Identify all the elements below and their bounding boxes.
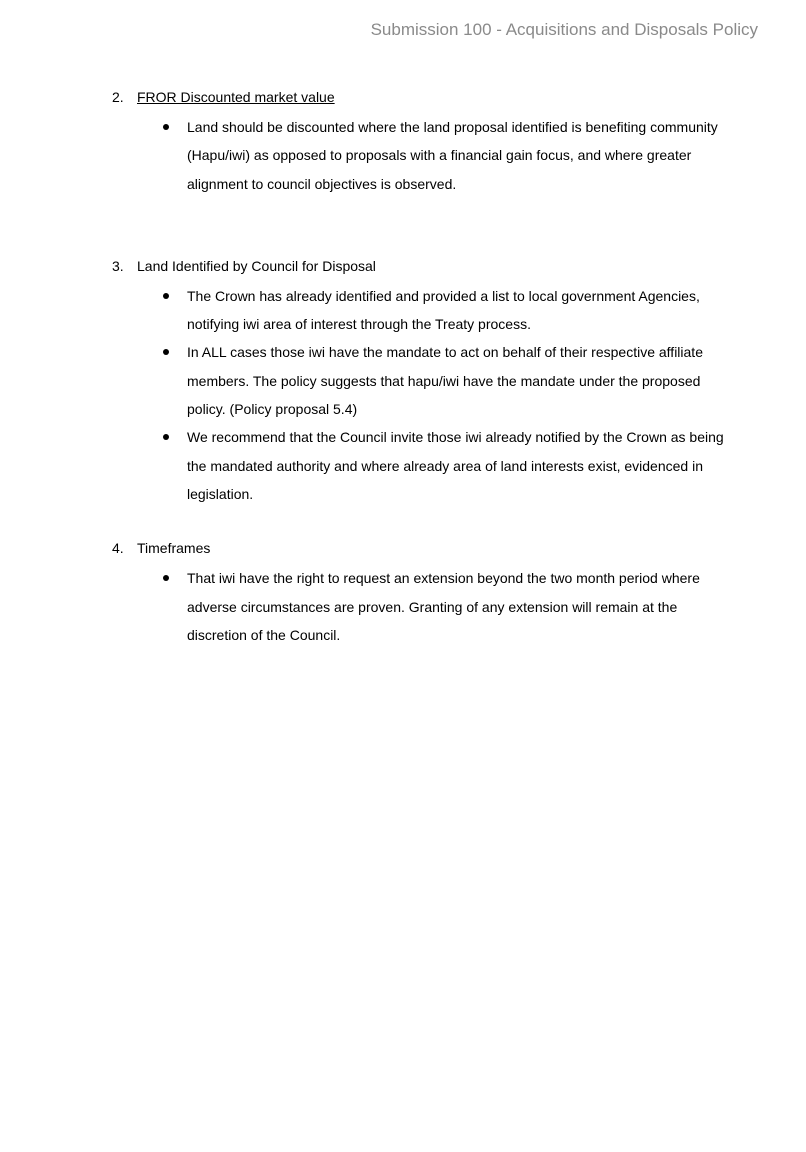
bullet-item [0, 338, 806, 423]
bullet-icon [163, 434, 169, 440]
section-heading [0, 536, 806, 564]
bullet-text: Land should be discounted where the land proposal identified is benefiting community (Hapu/iwi) as opposed to proposals with a financial gain focus, and where greater alignment to council objectives is observed. [187, 119, 718, 192]
bullet-text: We recommend that the Council invite those iwi already notified by the Crown as being the mandated authority and where already area of land interests exist, evidenced in legislation. [187, 429, 724, 502]
bullet-item [0, 564, 806, 649]
bullet-text: The Crown has already identified and provided a list to local government Agencies, notifying iwi area of interest through the Treaty process. [187, 287, 700, 333]
bullet-list [0, 282, 806, 508]
bullet-text: That iwi have the right to request an extension beyond the two month period where adverse circumstances are proven. Granting of any extension will remain at the discretion of the Council. [187, 570, 700, 643]
section-discounted-market-value [0, 85, 806, 198]
bullet-item [0, 423, 806, 508]
section-number: 3. [112, 257, 124, 274]
bullet-icon [163, 124, 169, 130]
section-number: 4. [112, 540, 124, 557]
bullet-item [0, 282, 806, 339]
bullet-list [0, 113, 806, 198]
spacer [0, 508, 806, 536]
page-header-title: Submission 100 - Acquisitions and Disposals Policy [370, 20, 758, 39]
bullet-icon [163, 575, 169, 581]
bullet-text: In ALL cases those iwi have the mandate to act on behalf of their respective affiliate members. The policy suggests that hapu/iwi have the mandate under the proposed policy. (Policy proposal 5.4) [187, 344, 703, 418]
bullet-icon [163, 349, 169, 355]
section-title: Land Identified by Council for Disposal [137, 257, 376, 274]
section-title: FROR Discounted market value [137, 89, 335, 105]
section-timeframes [0, 536, 806, 649]
section-heading [0, 254, 806, 282]
section-title: Timeframes [137, 540, 211, 557]
spacer [0, 198, 806, 254]
section-land-identified [0, 254, 806, 508]
bullet-list [0, 564, 806, 649]
bullet-item [0, 113, 806, 198]
bullet-icon [163, 293, 169, 299]
section-heading [0, 85, 806, 113]
document-body [0, 85, 806, 649]
section-number: 2. [112, 89, 124, 105]
